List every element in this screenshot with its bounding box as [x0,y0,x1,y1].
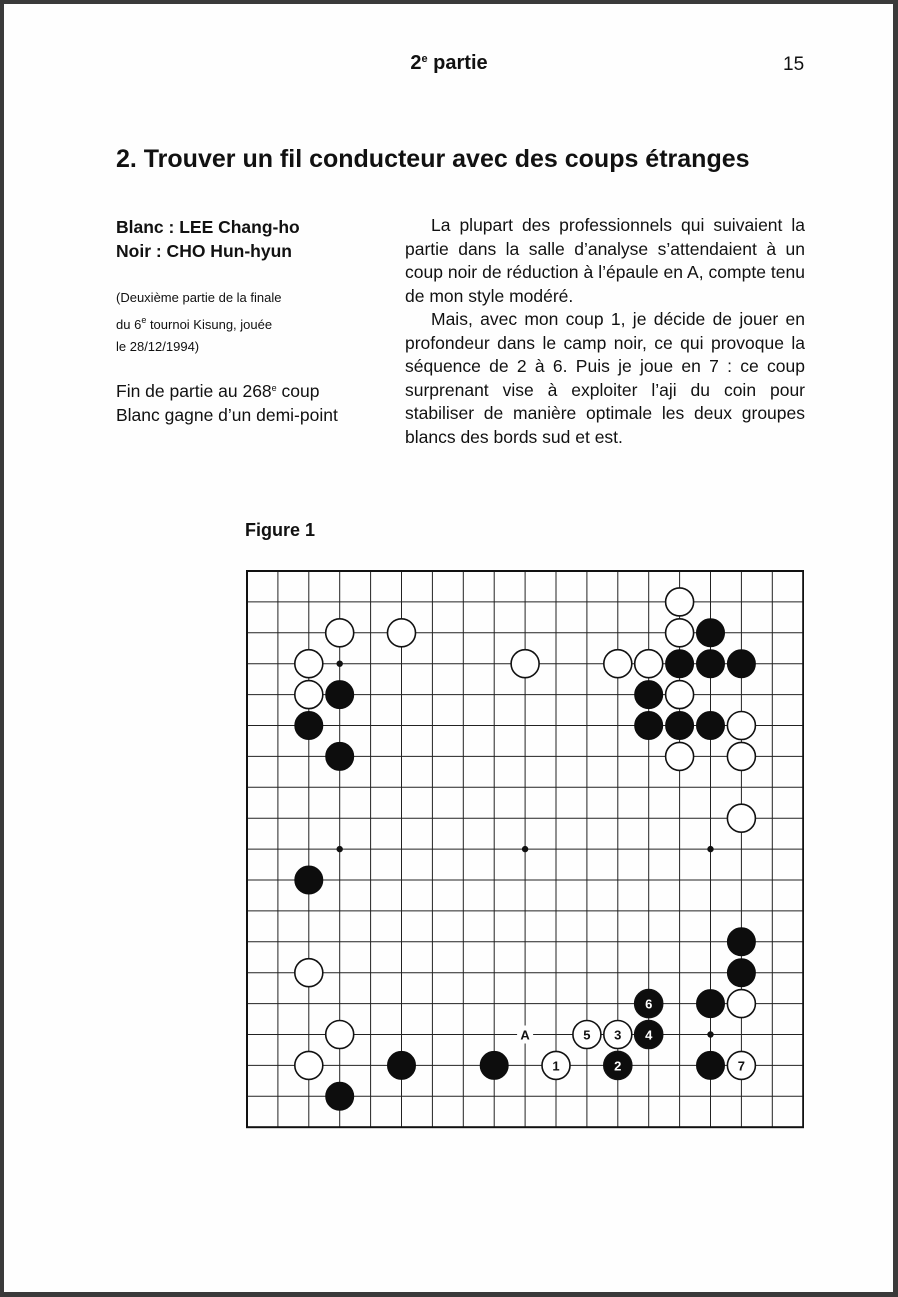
numbered-move-6 [635,990,663,1018]
white-stone [326,619,354,647]
result-line1-sup: e [271,383,277,393]
black-stone [326,681,354,709]
move-number-label: 1 [552,1058,560,1074]
numbered-move-1 [542,1051,570,1079]
white-stone [727,742,755,770]
black-stone [666,712,694,740]
star-point [522,846,528,852]
result-line1-post: coup [276,381,320,401]
game-note-line3: le 28/12/1994) [116,339,200,354]
commentary [405,214,805,449]
move-number-label: 6 [645,996,653,1012]
black-stone [480,1051,508,1079]
black-stone [326,742,354,770]
white-stone [295,1051,323,1079]
game-note-line1: (Deuxième partie de la finale [116,290,282,305]
running-header [0,52,898,75]
figure-label: Figure 1 [245,520,316,540]
white-stone [666,588,694,616]
star-point [707,1031,713,1037]
white-stone [666,619,694,647]
white-stone [295,681,323,709]
page-number: 15 [783,54,805,75]
move-number-label: 3 [614,1027,622,1043]
black-stone [697,712,725,740]
move-number-label: 4 [645,1027,653,1043]
black-stone [295,712,323,740]
chapter-title: 2. Trouver un fil conducteur avec des coups étranges [116,145,750,173]
commentary-paragraph-1: La plupart des professionnels qui suivaient la partie dans la salle d’analyse s’attendaient à un coup noir de réduction à l’épaule en A, compte tenu de mon style modéré. [405,215,805,306]
white-stone [727,990,755,1018]
game-note-line2-pre: du 6 [116,317,142,332]
numbered-move-3 [604,1021,632,1049]
players-block [116,215,300,263]
game-note-line2-post: tournoi Kisung, jouée [146,317,273,332]
black-stone [635,681,663,709]
part-number: 2 [410,52,422,74]
black-player: Noir : CHO Hun-hyun [116,241,292,261]
move-number-label: 7 [737,1058,746,1074]
white-stone [511,650,539,678]
go-board-diagram [242,568,804,1158]
numbered-move-5 [573,1021,601,1049]
numbered-move-2 [604,1051,632,1079]
black-stone [295,866,323,894]
white-stone [727,804,755,832]
black-stone [697,619,725,647]
black-stone [697,650,725,678]
black-stone [697,1051,725,1079]
white-stone [666,742,694,770]
result-line2: Blanc gagne d’un demi-point [116,405,338,425]
numbered-move-7 [727,1051,755,1079]
black-stone [635,712,663,740]
move-number-label: 2 [614,1058,622,1074]
star-point [337,846,343,852]
move-number-label: 5 [583,1027,591,1043]
black-stone [697,990,725,1018]
game-note [116,287,281,358]
game-note-line2 [116,309,281,336]
star-point [337,661,343,667]
white-stone [295,650,323,678]
black-stone [727,928,755,956]
white-stone [388,619,416,647]
white-stone [604,650,632,678]
white-player: Blanc : LEE Chang-ho [116,217,300,237]
game-result [116,376,338,427]
commentary-paragraph-2: Mais, avec mon coup 1, je décide de jouer en profondeur dans le camp noir, ce qui provoque la séquence de 2 à 6. Puis je joue en 7 : ce coup surprenant vise à exploiter l’aji du coin pour stabiliser de manière optimale les deux groupes blancs des bords sud et est. [405,309,805,447]
move-label-a: A [520,1027,530,1043]
star-point [707,846,713,852]
part-ordinal: e [421,53,428,65]
black-stone [388,1051,416,1079]
black-stone [326,1082,354,1110]
white-stone [666,681,694,709]
game-note-line2-sup: e [141,315,147,325]
white-stone [326,1021,354,1049]
numbered-move-4 [635,1021,663,1049]
black-stone [727,959,755,987]
white-stone [295,959,323,987]
black-stone [666,650,694,678]
result-line1-pre: Fin de partie au 268 [116,381,272,401]
part-word: partie [433,52,488,74]
black-stone [727,650,755,678]
white-stone [635,650,663,678]
white-stone [727,712,755,740]
result-line1 [116,376,338,403]
